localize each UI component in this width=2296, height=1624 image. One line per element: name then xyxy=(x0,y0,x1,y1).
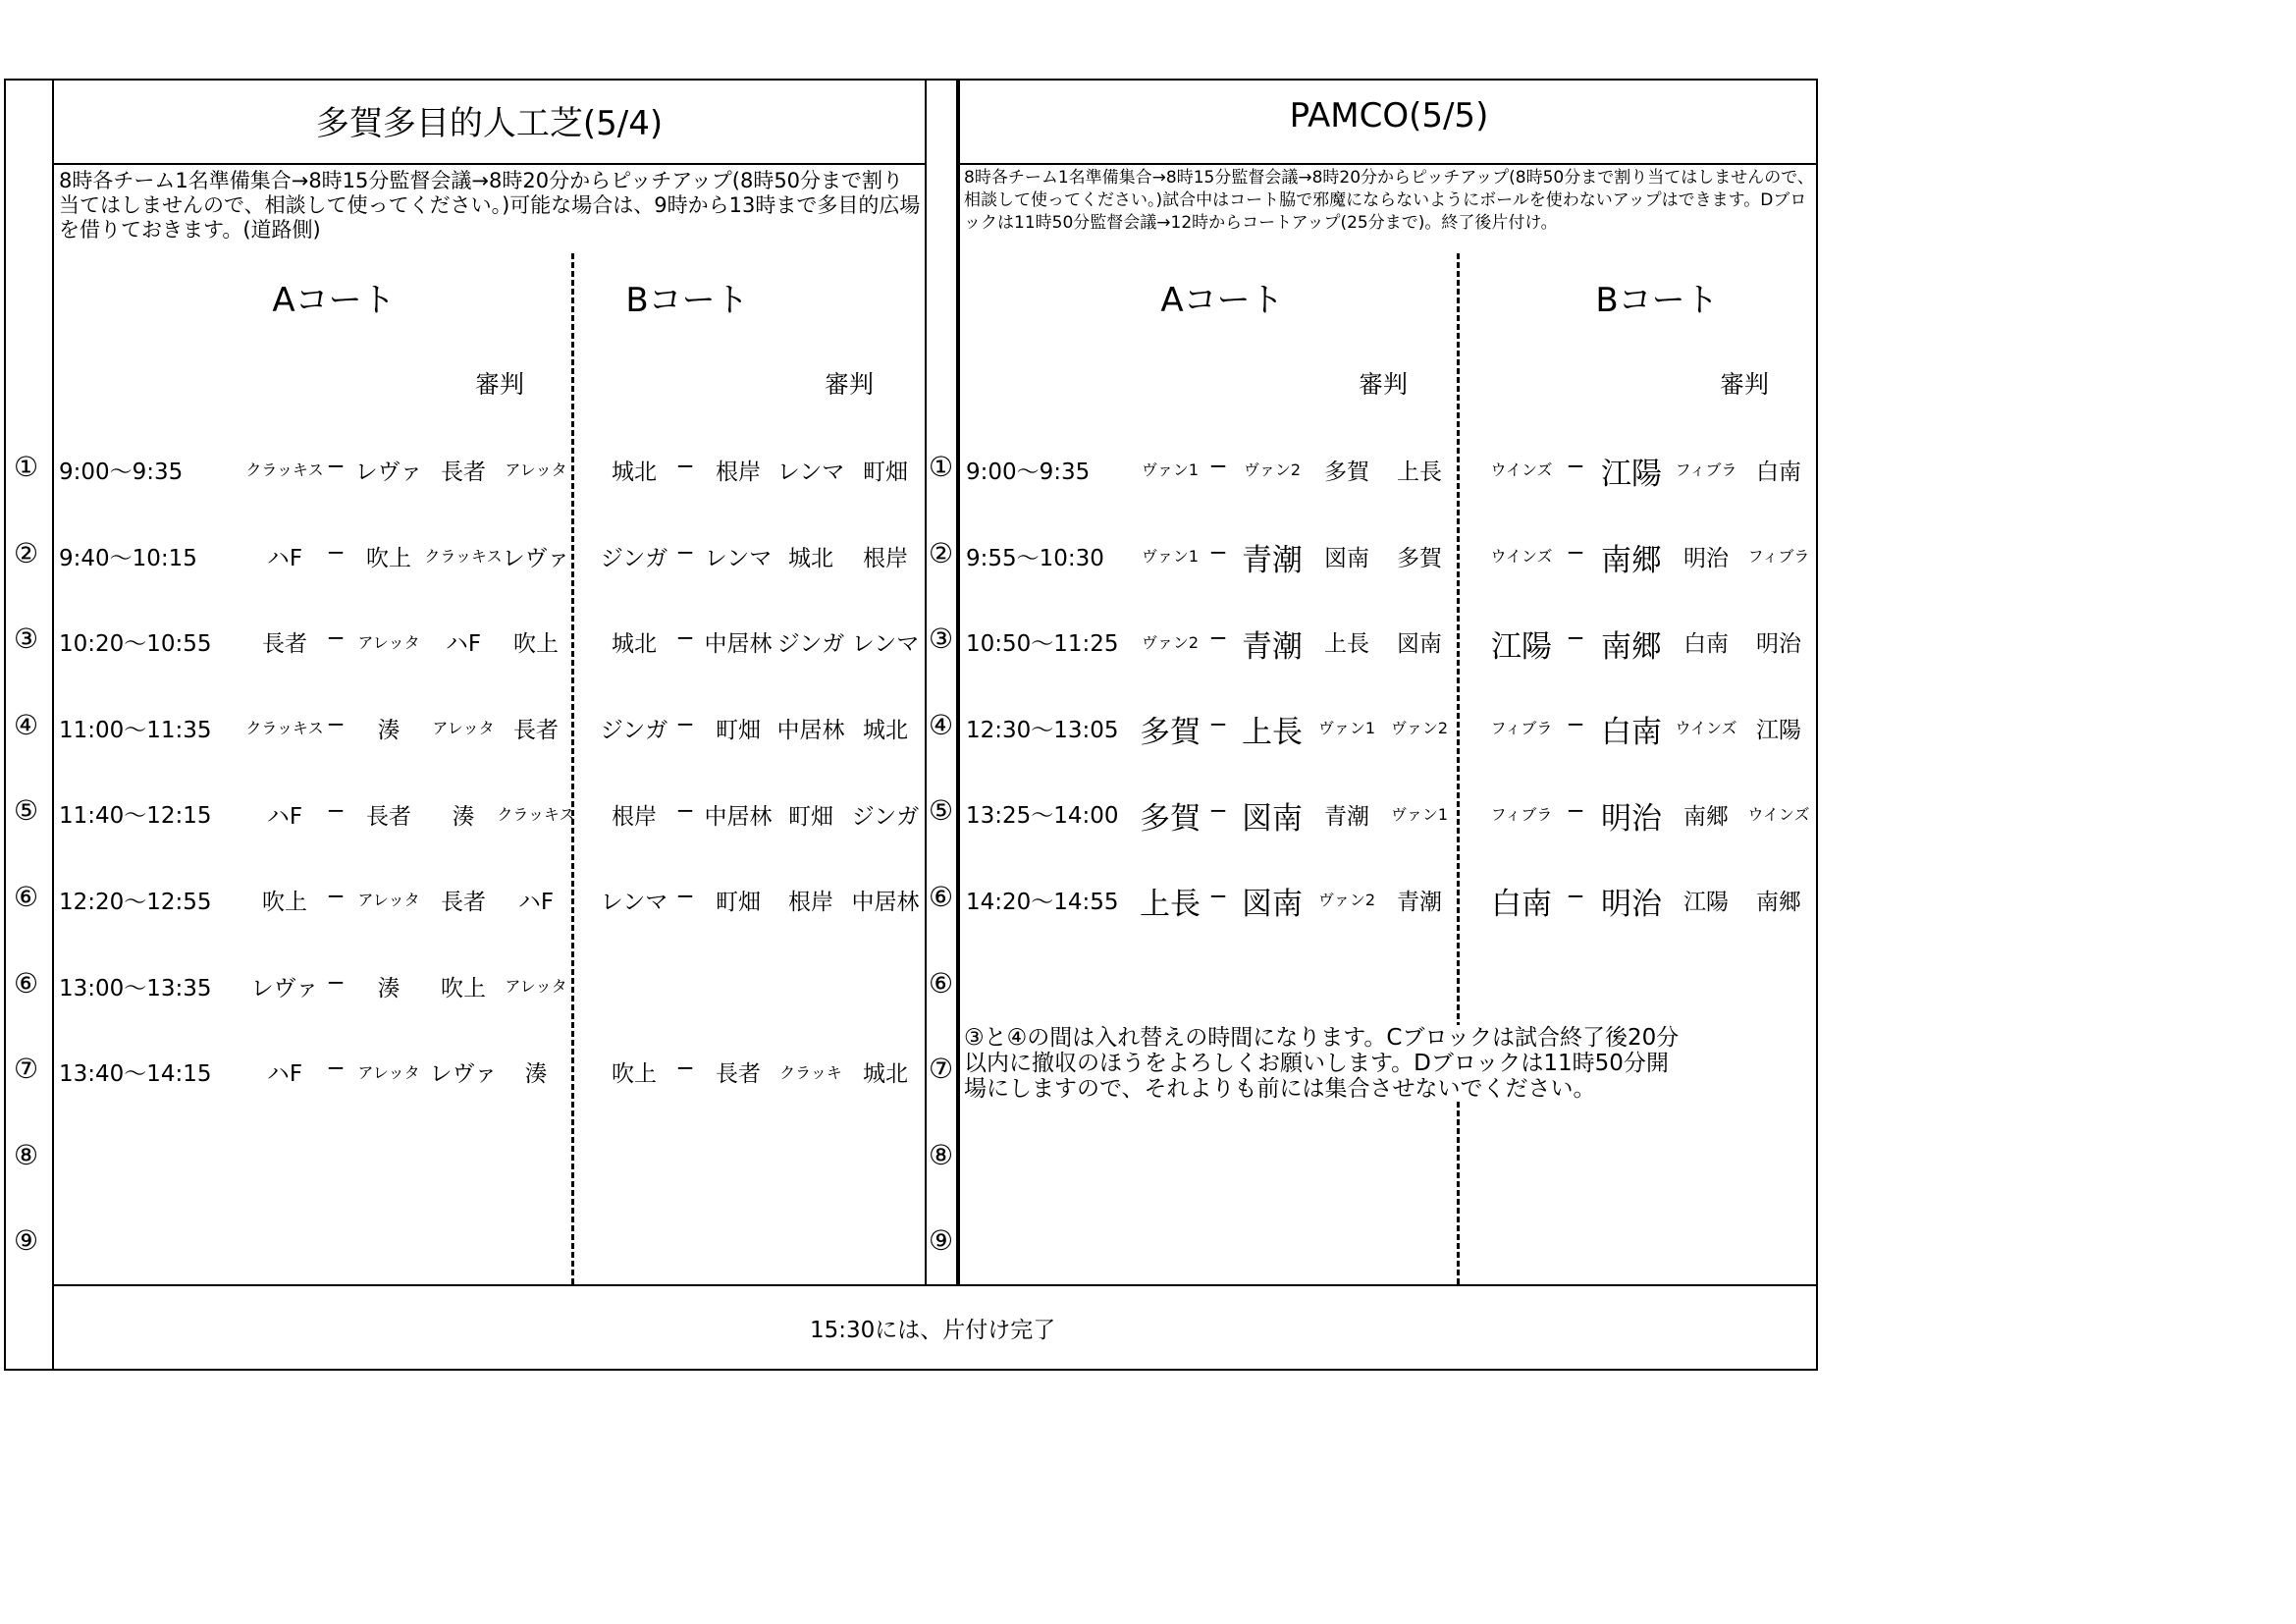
left-a-referee-1: 長者 xyxy=(441,890,486,916)
left-b-referee-2: 中居林 xyxy=(851,890,920,916)
left-a-team-home: 長者 xyxy=(262,631,307,658)
left-row-number: ⑤ xyxy=(14,794,39,828)
right-b-vs-dash: − xyxy=(1566,712,1585,737)
left-b-vs-dash: − xyxy=(675,454,695,480)
left-b-vs-dash: − xyxy=(675,539,695,566)
left-b-referee-2: 町畑 xyxy=(863,460,908,486)
right-a-referee-2: ヴァン1 xyxy=(1390,804,1449,824)
venue-divider-right xyxy=(956,79,960,1286)
left-a-team-away: 長者 xyxy=(366,803,411,830)
left-b-team-away: 中居林 xyxy=(704,631,773,658)
right-a-vs-dash: − xyxy=(1208,797,1228,824)
left-b-referee-2: レンマ xyxy=(851,631,920,658)
left-a-referee-2: 長者 xyxy=(513,718,559,743)
right-b-referee-2: 白南 xyxy=(1756,460,1801,486)
left-row-number: ⑥ xyxy=(14,966,39,1000)
left-venue-note: 8時各チーム1名準備集合→8時15分監督会議→8時20分からピッチアップ(8時50分まで割り当てはしませんので、相談して使ってください。)可能な場合は、9時から13時まで多目的広場を借りておきます。(道路側) xyxy=(59,169,921,242)
left-b-referee-2: 城北 xyxy=(863,718,908,743)
left-a-team-away: アレッタ xyxy=(357,891,420,910)
left-b-team-away: 中居林 xyxy=(704,803,773,830)
left-a-referee-2: ハF xyxy=(517,890,555,916)
left-b-vs-dash: − xyxy=(675,712,695,737)
right-b-team-home: フィブラ xyxy=(1490,804,1553,824)
right-a-team-away: 図南 xyxy=(1242,887,1303,923)
right-a-referee-1: ヴァン1 xyxy=(1317,719,1376,738)
right-b-team-away: 明治 xyxy=(1601,800,1662,837)
left-a-team-home: クラッキス xyxy=(245,719,324,738)
right-b-team-away: 南郷 xyxy=(1601,543,1662,578)
right-row-number: ⑥ xyxy=(929,881,954,913)
right-b-referee-2: 南郷 xyxy=(1756,890,1801,916)
right-b-vs-dash: − xyxy=(1566,539,1585,566)
left-a-vs-dash: − xyxy=(326,454,346,480)
right-a-referee-2: ヴァン2 xyxy=(1390,719,1449,738)
right-row-time: 12:30〜13:05 xyxy=(966,717,1119,743)
left-b-team-away: レンマ xyxy=(704,545,773,571)
left-a-referee-1: ハF xyxy=(445,631,482,658)
right-referee-b-header: 審判 xyxy=(1720,370,1770,399)
left-a-vs-dash: − xyxy=(326,884,346,910)
left-row-number: ⑦ xyxy=(14,1053,39,1086)
left-court-a-label: Aコート xyxy=(272,281,396,320)
left-b-referee-1: 町畑 xyxy=(788,803,833,830)
right-a-team-home: 上長 xyxy=(1140,887,1201,923)
left-row-time: 9:00〜9:35 xyxy=(59,460,184,485)
left-a-team-away: レヴァ xyxy=(354,460,423,486)
right-row-time: 9:00〜9:35 xyxy=(966,460,1091,485)
right-a-team-away: 図南 xyxy=(1242,800,1303,837)
left-b-team-away: 長者 xyxy=(716,1061,761,1088)
right-row-number: ⑨ xyxy=(929,1224,954,1258)
left-b-referee-1: 根岸 xyxy=(788,890,833,916)
right-court-divider xyxy=(1457,253,1460,1284)
left-a-referee-2: アレッタ xyxy=(505,977,567,996)
left-title-rule xyxy=(52,163,925,165)
left-row-number: ⑨ xyxy=(14,1224,39,1258)
left-row-number: ① xyxy=(14,451,39,483)
right-b-team-away: 明治 xyxy=(1601,887,1662,923)
right-venue-note: 8時各チーム1名準備集合→8時15分監督会議→8時20分からピッチアップ(8時50分まで割り当てはしませんので、相談して使ってください。)試合中はコート脇で邪魔にならないようにボールを使わないアップはできます。Dブロックは11時50分監督会議→12時からコートアップ(25分まで)。終了後片付け。 xyxy=(964,168,1814,233)
left-a-team-away: 吹上 xyxy=(366,545,411,571)
left-a-vs-dash: − xyxy=(326,539,346,566)
right-row-number: ① xyxy=(929,451,954,483)
left-a-referee-2: 吹上 xyxy=(513,631,559,658)
left-row-number: ④ xyxy=(14,708,39,741)
right-b-team-away: 江陽 xyxy=(1601,457,1662,493)
right-b-team-home: ウインズ xyxy=(1490,460,1553,480)
left-b-team-away: 根岸 xyxy=(716,460,761,486)
right-a-referee-2: 多賀 xyxy=(1397,545,1442,571)
left-a-team-home: クラッキス xyxy=(245,460,324,480)
left-row-time: 12:20〜12:55 xyxy=(59,890,212,915)
left-row-number: ⑥ xyxy=(14,881,39,913)
left-b-team-home: ジンガ xyxy=(600,718,668,743)
right-a-referee-2: 上長 xyxy=(1397,460,1442,486)
right-title-rule xyxy=(958,163,1818,165)
left-court-b-label: Bコート xyxy=(625,281,749,320)
left-venue-title: 多賀多目的人工芝(5/4) xyxy=(315,104,664,143)
right-b-team-home: 白南 xyxy=(1491,887,1552,923)
right-b-referee-1: 江陽 xyxy=(1683,890,1729,916)
right-a-team-home: 多賀 xyxy=(1140,800,1201,837)
left-a-referee-1: アレッタ xyxy=(432,719,495,738)
right-b-referee-2: 明治 xyxy=(1756,631,1801,658)
right-b-team-home: フィブラ xyxy=(1490,719,1553,738)
left-a-team-away: アレッタ xyxy=(357,632,420,652)
right-b-referee-2: 江陽 xyxy=(1756,718,1801,743)
left-row-time: 9:40〜10:15 xyxy=(59,545,197,571)
right-a-team-away: 上長 xyxy=(1242,715,1303,751)
left-row-time: 13:00〜13:35 xyxy=(59,975,212,1001)
right-b-vs-dash: − xyxy=(1566,797,1585,824)
right-a-team-away: 青潮 xyxy=(1242,543,1303,578)
left-a-vs-dash: − xyxy=(326,969,346,996)
left-row-number: ② xyxy=(14,536,39,569)
left-a-team-away: 湊 xyxy=(377,975,400,1001)
right-a-referee-2: 青潮 xyxy=(1397,890,1442,916)
left-a-team-away: 湊 xyxy=(377,718,400,743)
right-b-team-home: 江陽 xyxy=(1491,628,1552,665)
left-b-vs-dash: − xyxy=(675,625,695,652)
right-b-team-home: ウインズ xyxy=(1490,547,1553,566)
right-a-team-home: ヴァン2 xyxy=(1141,632,1200,652)
left-b-referee-1: 中居林 xyxy=(776,718,845,743)
left-b-vs-dash: − xyxy=(675,797,695,824)
right-b-referee-1: 南郷 xyxy=(1683,803,1729,830)
left-row-number: ⑧ xyxy=(14,1138,39,1171)
right-b-referee-1: 明治 xyxy=(1683,545,1729,571)
right-row-time: 10:50〜11:25 xyxy=(966,631,1119,658)
left-b-team-home: 城北 xyxy=(612,631,657,658)
right-row-number: ⑥ xyxy=(929,966,954,1000)
left-a-team-away: アレッタ xyxy=(357,1062,420,1082)
right-court-a-label: Aコート xyxy=(1160,281,1284,320)
left-row-time: 11:00〜11:35 xyxy=(59,717,212,743)
left-b-referee-1: ジンガ xyxy=(776,631,845,658)
left-referee-b-header: 審判 xyxy=(825,370,875,399)
right-a-referee-1: ヴァン2 xyxy=(1317,891,1376,910)
right-row-number: ⑧ xyxy=(929,1138,954,1171)
right-row-number: ② xyxy=(929,536,954,569)
left-a-referee-1: 湊 xyxy=(452,803,475,830)
left-a-team-home: ハF xyxy=(266,545,303,571)
left-row-number: ③ xyxy=(14,623,39,656)
right-b-referee-2: ウインズ xyxy=(1747,804,1810,824)
left-a-referee-2: アレッタ xyxy=(505,460,567,480)
right-row-number: ⑦ xyxy=(929,1053,954,1086)
right-a-referee-1: 図南 xyxy=(1324,545,1369,571)
left-b-team-away: 町畑 xyxy=(716,718,761,743)
right-b-team-away: 南郷 xyxy=(1601,628,1662,665)
right-a-team-home: 多賀 xyxy=(1140,715,1201,751)
right-a-vs-dash: − xyxy=(1208,884,1228,910)
right-b-team-away: 白南 xyxy=(1601,715,1662,751)
left-court-divider xyxy=(571,253,574,1284)
right-row-time: 14:20〜14:55 xyxy=(966,890,1119,915)
left-b-referee-1: クラッキ xyxy=(779,1062,842,1082)
left-a-referee-2: クラッキス xyxy=(497,804,575,824)
left-b-team-home: ジンガ xyxy=(600,545,668,571)
right-venue-title: PAMCO(5/5) xyxy=(1289,96,1489,135)
right-b-vs-dash: − xyxy=(1566,884,1585,910)
right-b-referee-1: 白南 xyxy=(1683,631,1729,658)
left-a-referee-1: レヴァ xyxy=(429,1061,498,1088)
left-b-team-away: 町畑 xyxy=(716,890,761,916)
left-a-referee-2: 湊 xyxy=(524,1061,548,1088)
left-a-vs-dash: − xyxy=(326,712,346,737)
left-row-time: 11:40〜12:15 xyxy=(59,803,212,830)
right-row-number: ③ xyxy=(929,623,954,656)
right-row-time: 13:25〜14:00 xyxy=(966,803,1119,830)
left-b-team-home: レンマ xyxy=(600,890,668,916)
right-a-referee-2: 図南 xyxy=(1397,631,1442,658)
left-b-referee-2: 根岸 xyxy=(863,545,908,571)
right-a-referee-1: 多賀 xyxy=(1324,460,1369,486)
left-b-vs-dash: − xyxy=(675,1056,695,1082)
right-b-vs-dash: − xyxy=(1566,454,1585,480)
right-referee-a-header: 審判 xyxy=(1359,370,1409,399)
left-a-referee-1: クラッキス xyxy=(424,547,503,566)
footer-rule xyxy=(52,1284,1818,1286)
right-bottom-note: ③と④の間は入れ替えの時間になります。Cブロックは試合終了後20分以内に撤収のほうをよろしくお願いします。Dブロックは11時50分開場にしますので、それよりも前には集合させないでください。 xyxy=(964,1025,1690,1102)
right-a-team-away: 青潮 xyxy=(1242,628,1303,665)
row-number-divider xyxy=(52,79,54,1371)
right-row-number: ④ xyxy=(929,708,954,741)
venue-divider-left xyxy=(925,79,927,1286)
left-b-referee-2: 城北 xyxy=(863,1061,908,1088)
left-row-time: 10:20〜10:55 xyxy=(59,631,212,658)
left-b-referee-1: 城北 xyxy=(788,545,833,571)
left-a-team-home: レヴァ xyxy=(250,975,319,1001)
right-a-vs-dash: − xyxy=(1208,454,1228,480)
left-a-referee-1: 長者 xyxy=(441,460,486,486)
left-referee-a-header: 審判 xyxy=(475,370,525,399)
right-a-vs-dash: − xyxy=(1208,625,1228,652)
right-a-vs-dash: − xyxy=(1208,539,1228,566)
right-a-vs-dash: − xyxy=(1208,712,1228,737)
right-a-team-home: ヴァン1 xyxy=(1141,460,1200,480)
left-a-team-home: 吹上 xyxy=(262,890,307,916)
right-a-team-home: ヴァン1 xyxy=(1141,547,1200,566)
right-b-referee-1: ウインズ xyxy=(1675,719,1737,738)
left-b-team-home: 城北 xyxy=(612,460,657,486)
right-b-referee-1: フィブラ xyxy=(1675,460,1737,480)
footer-note: 15:30には、片付け完了 xyxy=(810,1318,1056,1343)
right-court-b-label: Bコート xyxy=(1595,281,1719,320)
right-row-number: ⑤ xyxy=(929,794,954,828)
left-b-referee-2: ジンガ xyxy=(851,803,920,830)
right-a-referee-1: 青潮 xyxy=(1324,803,1369,830)
left-b-team-home: 吹上 xyxy=(612,1061,657,1088)
left-a-team-home: ハF xyxy=(266,1061,303,1088)
left-a-referee-1: 吹上 xyxy=(441,975,486,1001)
left-a-vs-dash: − xyxy=(326,625,346,652)
right-b-referee-2: フィブラ xyxy=(1747,547,1810,566)
left-a-team-home: ハF xyxy=(266,803,303,830)
left-b-referee-1: レンマ xyxy=(776,460,845,486)
right-row-time: 9:55〜10:30 xyxy=(966,545,1104,571)
left-a-vs-dash: − xyxy=(326,1056,346,1082)
right-b-vs-dash: − xyxy=(1566,625,1585,652)
left-row-time: 13:40〜14:15 xyxy=(59,1061,212,1088)
left-a-vs-dash: − xyxy=(326,797,346,824)
right-a-referee-1: 上長 xyxy=(1324,631,1369,658)
left-a-referee-2: レヴァ xyxy=(502,545,570,571)
left-b-vs-dash: − xyxy=(675,884,695,910)
left-b-team-home: 根岸 xyxy=(612,803,657,830)
right-a-team-away: ヴァン2 xyxy=(1243,460,1302,480)
